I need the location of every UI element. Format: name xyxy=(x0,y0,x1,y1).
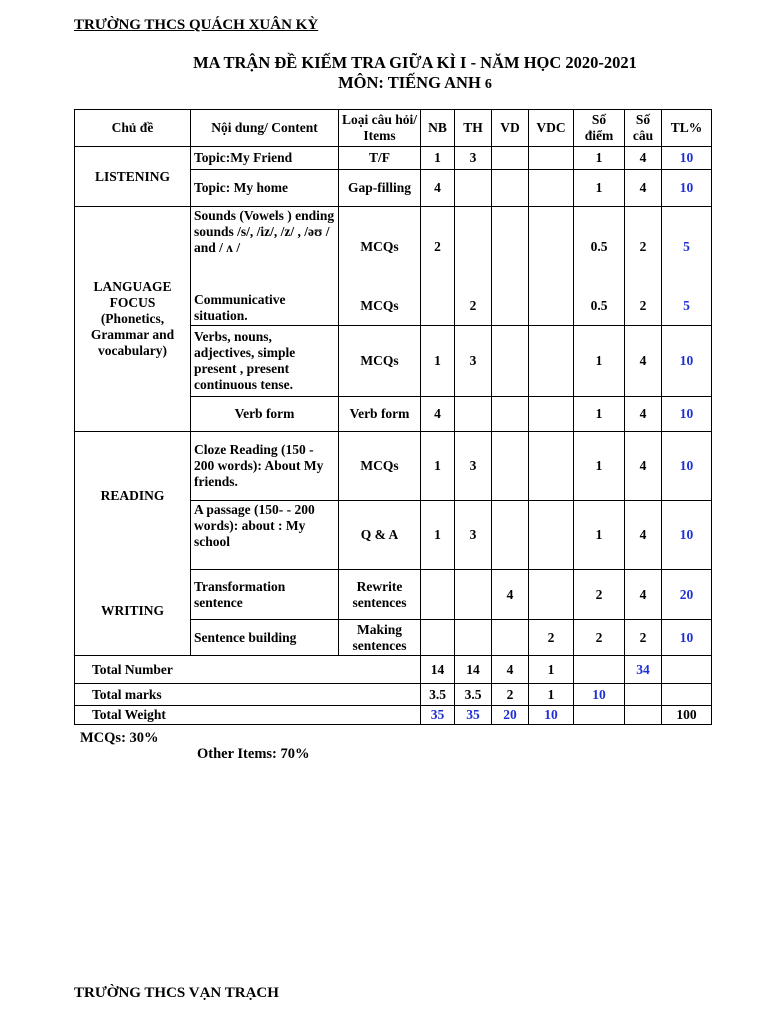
row-points: 1 xyxy=(574,432,625,501)
total-weight-th: 35 xyxy=(455,706,492,725)
row-questions: 2 xyxy=(625,620,662,656)
row-points: 2 xyxy=(574,620,625,656)
row-percent: 10 xyxy=(662,147,712,170)
col-header-items: Loại câu hỏi/ Items xyxy=(339,110,421,147)
row-nb: 1 xyxy=(421,326,455,397)
total-weight-vd: 20 xyxy=(492,706,529,725)
row-points: 1 xyxy=(574,170,625,207)
row-percent: 10 xyxy=(662,326,712,397)
row-content: Communicative situation. xyxy=(191,287,339,326)
row-points: 1 xyxy=(574,501,625,570)
row-percent: 10 xyxy=(662,432,712,501)
col-header-points: Số điểm xyxy=(574,110,625,147)
total-weight-percent: 100 xyxy=(662,706,712,725)
row-vdc xyxy=(529,326,574,397)
total-marks-questions xyxy=(625,684,662,706)
row-vdc xyxy=(529,207,574,287)
row-vd: 4 xyxy=(492,570,529,620)
row-th xyxy=(455,620,492,656)
total-number-nb: 14 xyxy=(421,656,455,684)
row-item: Making sentences xyxy=(339,620,421,656)
row-content: Topic:My Friend xyxy=(191,147,339,170)
topic-writing: WRITING xyxy=(75,570,191,656)
topic-reading: READING xyxy=(75,432,191,570)
row-vd xyxy=(492,397,529,432)
total-weight-questions xyxy=(625,706,662,725)
total-weight-row xyxy=(75,706,712,725)
row-item: MCQs xyxy=(339,207,421,287)
row-questions: 4 xyxy=(625,501,662,570)
table-row xyxy=(75,207,712,287)
row-questions: 4 xyxy=(625,432,662,501)
row-item: Gap-filling xyxy=(339,170,421,207)
row-th xyxy=(455,397,492,432)
row-th: 3 xyxy=(455,432,492,501)
row-nb: 4 xyxy=(421,397,455,432)
row-points: 0.5 xyxy=(574,207,625,287)
row-vdc xyxy=(529,287,574,326)
row-vdc xyxy=(529,501,574,570)
total-number-questions: 34 xyxy=(625,656,662,684)
total-marks-vd: 2 xyxy=(492,684,529,706)
row-nb: 1 xyxy=(421,432,455,501)
row-vd xyxy=(492,501,529,570)
total-number-vd: 4 xyxy=(492,656,529,684)
row-vdc xyxy=(529,432,574,501)
row-content: Sounds (Vowels ) ending sounds /s/, /iz/, /z/ , /əʊ / and / ʌ / xyxy=(191,207,339,287)
row-item: Rewrite sentences xyxy=(339,570,421,620)
topic-language-focus: LANGUAGE FOCUS (Phonetics, Grammar and vocabulary) xyxy=(75,207,191,432)
total-number-percent xyxy=(662,656,712,684)
total-marks-label: Total marks xyxy=(75,684,421,706)
row-th xyxy=(455,207,492,287)
row-points: 1 xyxy=(574,326,625,397)
total-number-points xyxy=(574,656,625,684)
col-header-questions: Số câu xyxy=(625,110,662,147)
row-item: MCQs xyxy=(339,287,421,326)
row-vd xyxy=(492,170,529,207)
row-vdc: 2 xyxy=(529,620,574,656)
row-item: MCQs xyxy=(339,326,421,397)
col-header-nb: NB xyxy=(421,110,455,147)
row-questions: 4 xyxy=(625,397,662,432)
row-questions: 2 xyxy=(625,207,662,287)
col-header-th: TH xyxy=(455,110,492,147)
row-content: Verb form xyxy=(191,397,339,432)
row-vd xyxy=(492,147,529,170)
row-percent: 5 xyxy=(662,287,712,326)
row-th: 3 xyxy=(455,326,492,397)
school-name-header: TRƯỜNG THCS QUÁCH XUÂN KỲ xyxy=(74,17,319,33)
row-vd xyxy=(492,620,529,656)
row-content: A passage (150- - 200 words): about : My school xyxy=(191,501,339,570)
total-weight-vdc: 10 xyxy=(529,706,574,725)
total-marks-th: 3.5 xyxy=(455,684,492,706)
row-item: T/F xyxy=(339,147,421,170)
total-weight-label: Total Weight xyxy=(75,706,421,725)
row-questions: 4 xyxy=(625,326,662,397)
row-nb: 1 xyxy=(421,501,455,570)
row-points: 2 xyxy=(574,570,625,620)
total-number-label: Total Number xyxy=(75,656,421,684)
subject-label: MÔN: TIẾNG ANH xyxy=(338,73,481,92)
row-th: 3 xyxy=(455,501,492,570)
row-vdc xyxy=(529,397,574,432)
row-content: Sentence building xyxy=(191,620,339,656)
grade-label: 6 xyxy=(484,77,492,92)
row-th: 2 xyxy=(455,287,492,326)
row-content: Topic: My home xyxy=(191,170,339,207)
col-header-vd: VD xyxy=(492,110,529,147)
row-vdc xyxy=(529,170,574,207)
row-vdc xyxy=(529,147,574,170)
row-vdc xyxy=(529,570,574,620)
row-th: 3 xyxy=(455,147,492,170)
row-th xyxy=(455,570,492,620)
total-marks-vdc: 1 xyxy=(529,684,574,706)
col-header-content: Nội dung/ Content xyxy=(191,110,339,147)
note-mcq-percent: MCQs: 30% xyxy=(80,730,159,746)
row-points: 1 xyxy=(574,397,625,432)
row-item: Q & A xyxy=(339,501,421,570)
row-percent: 10 xyxy=(662,501,712,570)
row-th xyxy=(455,170,492,207)
row-content: Verbs, nouns, adjectives, simple present , present continuous tense. xyxy=(191,326,339,397)
row-nb xyxy=(421,620,455,656)
total-marks-percent xyxy=(662,684,712,706)
row-vd xyxy=(492,432,529,501)
row-percent: 20 xyxy=(662,570,712,620)
row-percent: 5 xyxy=(662,207,712,287)
row-content: Cloze Reading (150 - 200 words): About My friends. xyxy=(191,432,339,501)
row-questions: 4 xyxy=(625,170,662,207)
row-item: Verb form xyxy=(339,397,421,432)
row-nb: 4 xyxy=(421,170,455,207)
total-number-vdc: 1 xyxy=(529,656,574,684)
total-weight-points xyxy=(574,706,625,725)
note-other-items-percent: Other Items: 70% xyxy=(197,746,310,762)
total-number-th: 14 xyxy=(455,656,492,684)
row-nb: 2 xyxy=(421,207,455,287)
row-vd xyxy=(492,326,529,397)
col-header-vdc: VDC xyxy=(529,110,574,147)
row-vd xyxy=(492,207,529,287)
col-header-percent: TL% xyxy=(662,110,712,147)
table-row xyxy=(75,432,712,501)
row-percent: 10 xyxy=(662,170,712,207)
row-percent: 10 xyxy=(662,620,712,656)
row-nb xyxy=(421,570,455,620)
school-name-footer: TRƯỜNG THCS VẠN TRẠCH xyxy=(74,985,279,1001)
row-vd xyxy=(492,287,529,326)
row-points: 0.5 xyxy=(574,287,625,326)
row-item: MCQs xyxy=(339,432,421,501)
exam-matrix-table xyxy=(74,109,712,725)
row-questions: 4 xyxy=(625,147,662,170)
total-marks-row xyxy=(75,684,712,706)
subject-title xyxy=(0,73,768,93)
row-content: Transformation sentence xyxy=(191,570,339,620)
table-row xyxy=(75,147,712,170)
total-marks-nb: 3.5 xyxy=(421,684,455,706)
total-marks-points: 10 xyxy=(574,684,625,706)
col-header-topic: Chủ đề xyxy=(75,110,191,147)
table-header-row xyxy=(75,110,712,147)
row-nb: 1 xyxy=(421,147,455,170)
row-points: 1 xyxy=(574,147,625,170)
document-title: MA TRẬN ĐỀ KIẾM TRA GIỮA KÌ I - NĂM HỌC 2020-2021 xyxy=(193,53,637,72)
row-questions: 4 xyxy=(625,570,662,620)
row-nb xyxy=(421,287,455,326)
row-questions: 2 xyxy=(625,287,662,326)
table-row xyxy=(75,570,712,620)
topic-listening: LISTENING xyxy=(75,147,191,207)
total-weight-nb: 35 xyxy=(421,706,455,725)
row-percent: 10 xyxy=(662,397,712,432)
total-number-row xyxy=(75,656,712,684)
